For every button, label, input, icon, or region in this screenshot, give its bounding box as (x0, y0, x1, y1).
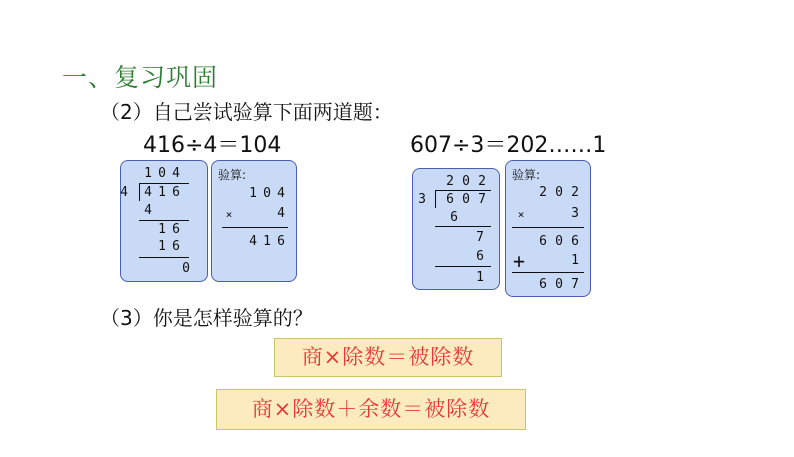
subtraction-line (435, 266, 491, 267)
step-digit: 1 (158, 239, 166, 254)
division-bracket (139, 183, 140, 201)
step-digit: 7 (476, 230, 484, 245)
sum-digit: 0 (555, 277, 563, 292)
plus-sign: + (512, 249, 526, 273)
formula-with-remainder: 商×除数＋余数＝被除数 (216, 389, 526, 430)
check-label: 验算: (218, 168, 247, 182)
subtraction-line (139, 257, 189, 258)
factor-digit: 0 (555, 185, 563, 200)
remainder: 0 (182, 261, 190, 276)
remainder: 1 (476, 270, 484, 285)
long-division-box-1 (120, 160, 208, 282)
quotient-digit: 0 (462, 174, 470, 189)
sum-digit: 7 (571, 277, 579, 292)
quotient-digit: 4 (172, 166, 180, 181)
task-3-prompt: （3）你是怎样验算的？ (100, 306, 313, 330)
multiply-sign: × (225, 208, 233, 221)
equation-2: 607÷3＝202……1 (410, 133, 607, 158)
quotient-digit: 2 (478, 174, 486, 189)
formula-no-remainder: 商×除数＝被除数 (274, 338, 502, 377)
check-label: 验算: (512, 168, 541, 182)
section-heading: 一、复习巩固 (62, 63, 219, 92)
factor-digit: 4 (277, 186, 285, 201)
dividend-digit: 4 (144, 185, 152, 200)
factor-digit: 2 (571, 185, 579, 200)
factor-digit: 4 (277, 206, 285, 221)
dividend-digit: 7 (478, 192, 486, 207)
factor-digit: 1 (249, 186, 257, 201)
sum-line (512, 272, 584, 273)
factor-digit: 3 (571, 206, 579, 221)
dividend-digit: 6 (172, 185, 180, 200)
check-box-2 (505, 160, 591, 297)
product-line (512, 227, 584, 228)
product-digit: 6 (277, 234, 285, 249)
step-digit: 4 (144, 203, 152, 218)
step-digit: 6 (450, 210, 458, 225)
dividend-digit: 6 (446, 192, 454, 207)
divisor: 3 (418, 192, 426, 207)
quotient-digit: 0 (158, 166, 166, 181)
factor-digit: 0 (263, 186, 271, 201)
dividend-digit: 1 (158, 185, 166, 200)
factor-digit: 2 (539, 185, 547, 200)
multiply-sign: × (517, 208, 525, 221)
step-digit: 6 (476, 249, 484, 264)
product-digit: 6 (539, 234, 547, 249)
result-line (222, 227, 288, 228)
product-digit: 0 (555, 234, 563, 249)
task-2-prompt: （2）自己尝试验算下面两道题： (100, 100, 393, 124)
step-digit: 6 (172, 222, 180, 237)
division-bar (139, 183, 189, 184)
quotient-digit: 1 (144, 166, 152, 181)
divisor: 4 (120, 185, 128, 200)
subtraction-line (139, 220, 189, 221)
long-division-box-2 (412, 168, 500, 290)
check-box-1 (211, 160, 297, 282)
dividend-digit: 0 (462, 192, 470, 207)
remainder-digit: 1 (571, 253, 579, 268)
division-bracket (435, 190, 436, 208)
sum-digit: 6 (539, 277, 547, 292)
product-digit: 4 (249, 234, 257, 249)
step-digit: 1 (158, 222, 166, 237)
division-bar (435, 190, 491, 191)
step-digit: 6 (172, 239, 180, 254)
quotient-digit: 2 (446, 174, 454, 189)
equation-1: 416÷4＝104 (143, 133, 282, 158)
product-digit: 1 (263, 234, 271, 249)
subtraction-line (435, 226, 491, 227)
product-digit: 6 (571, 234, 579, 249)
